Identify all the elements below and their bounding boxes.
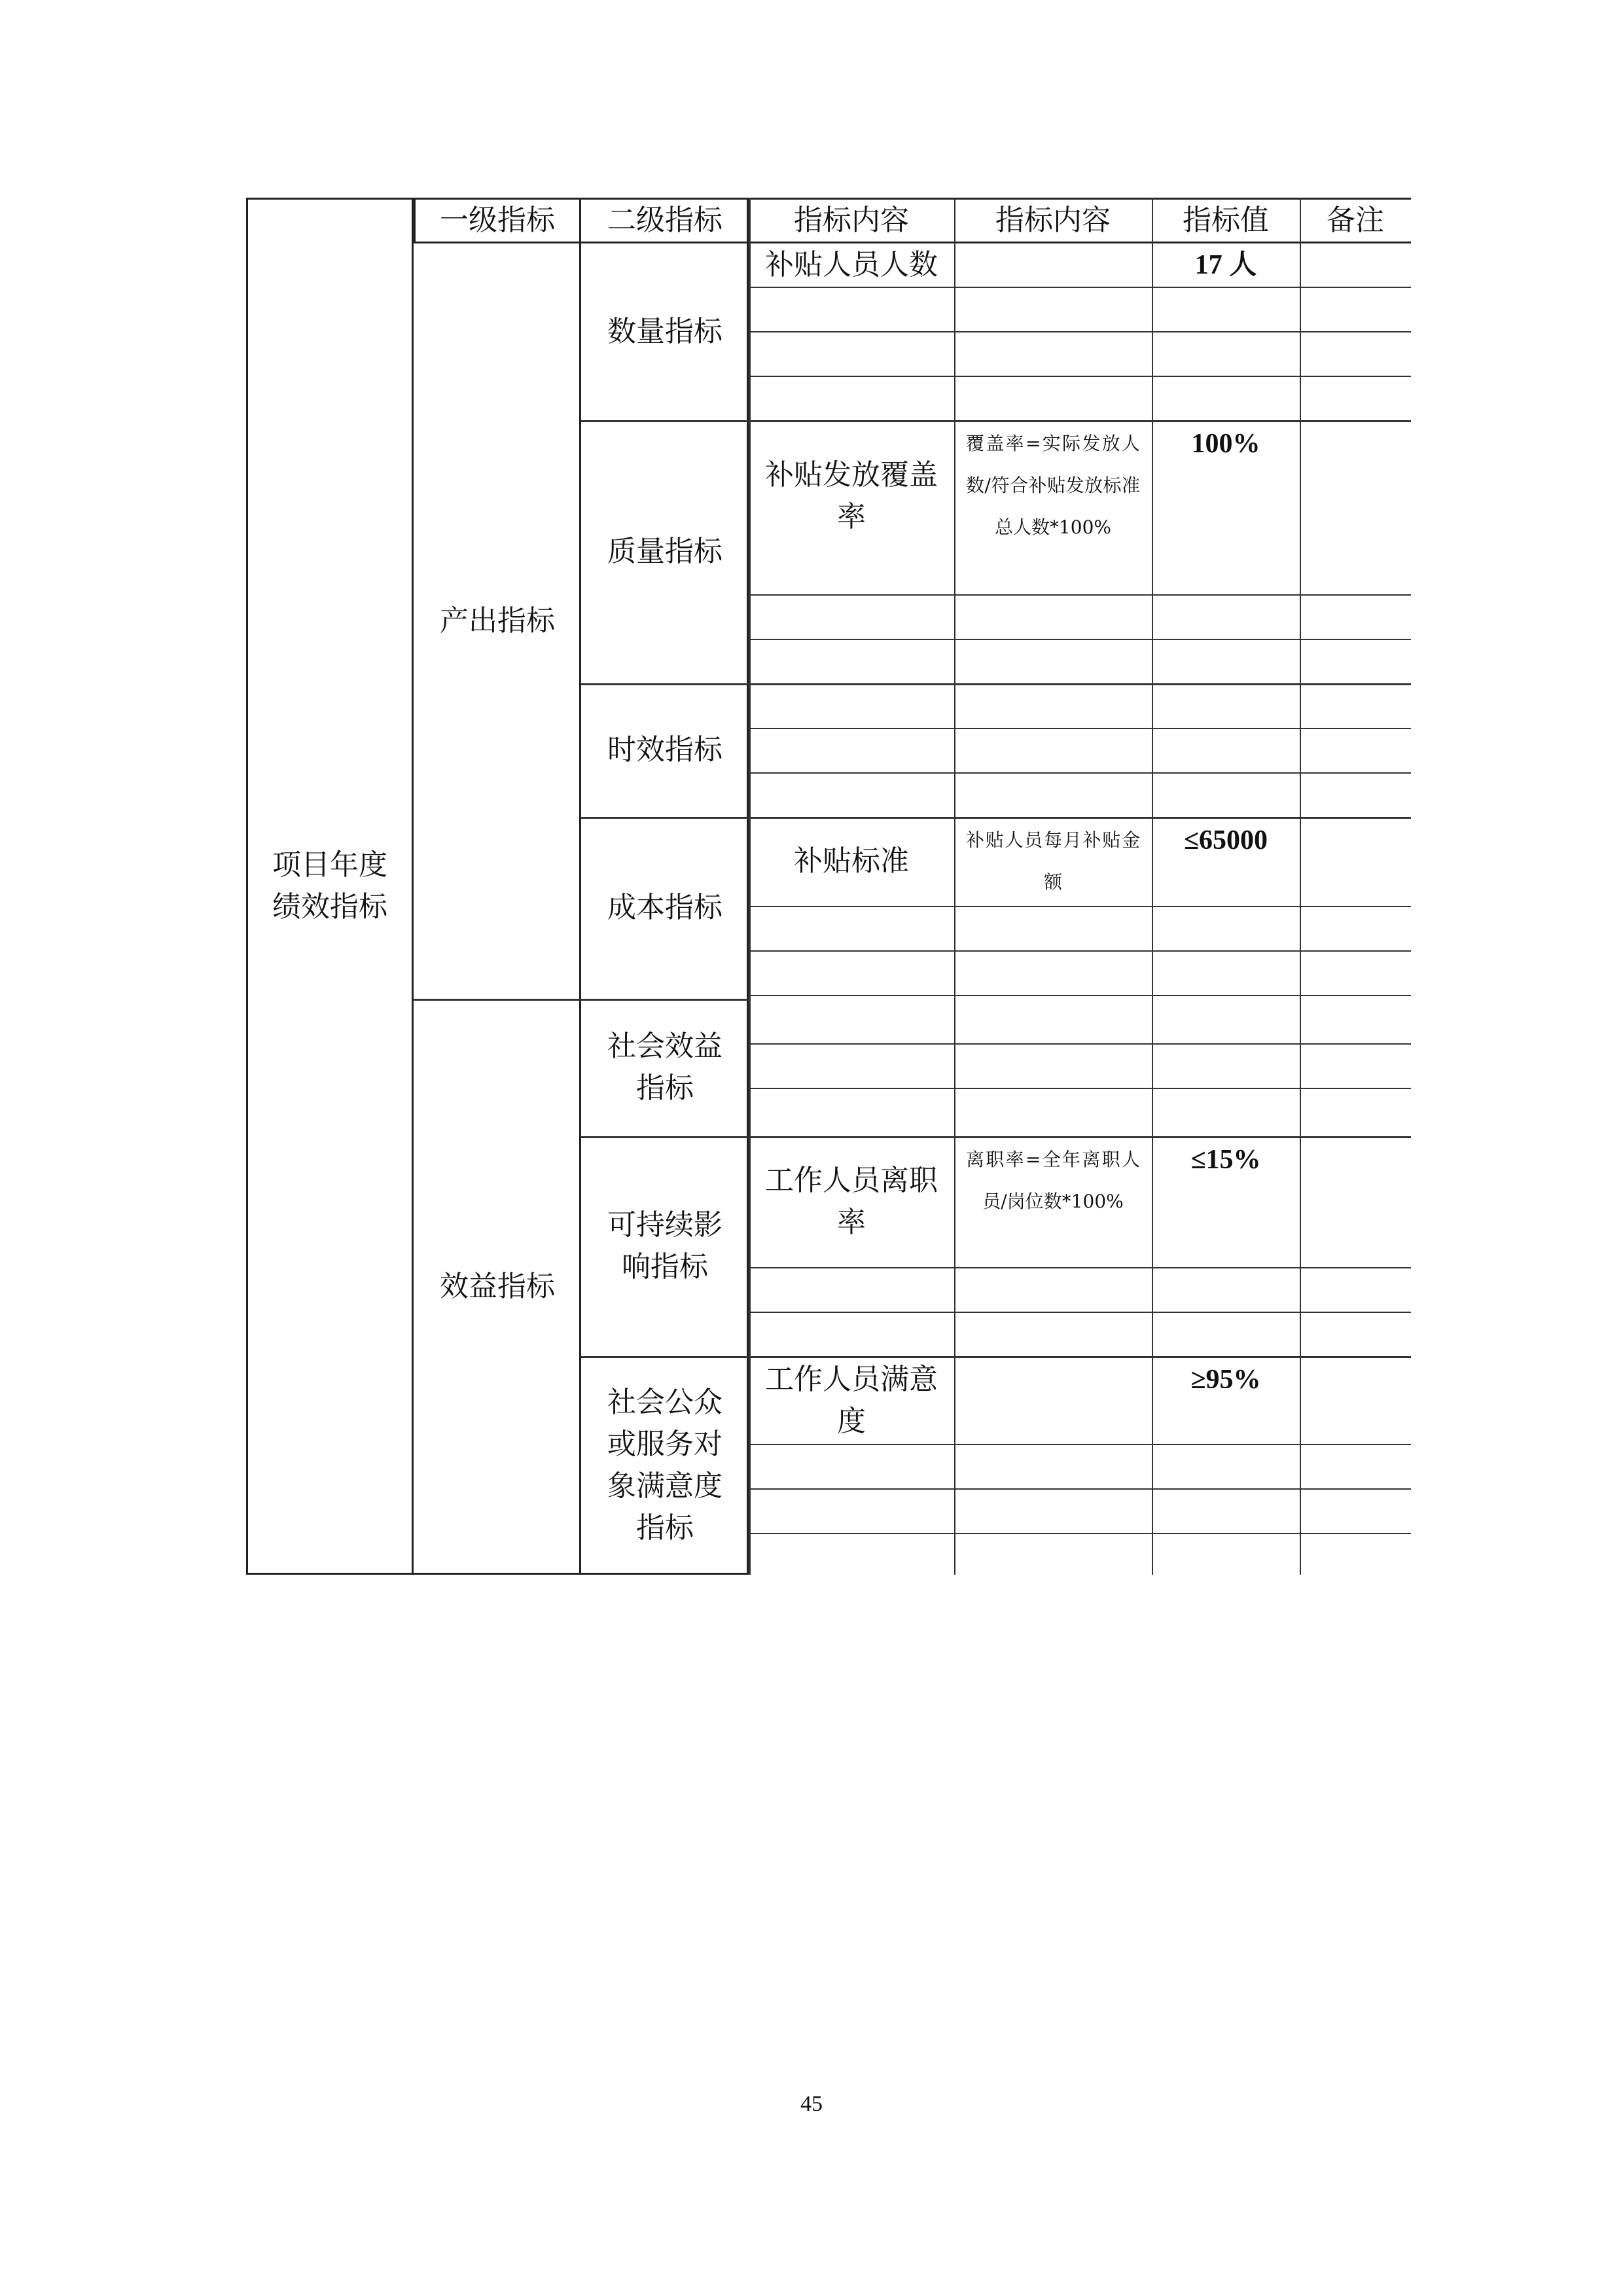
level2-timeliness: 时效指标 xyxy=(607,733,722,766)
value-turnover: ≤15% xyxy=(1190,1145,1261,1175)
level2-satisfaction: 社会公众或服务对象满意度指标 xyxy=(607,1386,722,1545)
detail-subsidy-standard: 补贴人员每月补贴金额 xyxy=(966,829,1140,893)
level2-quality: 质量指标 xyxy=(607,535,722,568)
value-coverage: 100% xyxy=(1191,429,1260,459)
value-satisfaction: ≥95% xyxy=(1190,1365,1261,1395)
header-level2: 二级指标 xyxy=(607,204,722,237)
header-level1: 一级指标 xyxy=(440,204,555,237)
header-content: 指标内容 xyxy=(794,204,909,237)
page-number: 45 xyxy=(800,2092,823,2116)
content-recipients: 补贴人员人数 xyxy=(765,248,938,281)
header-content-2: 指标内容 xyxy=(995,204,1111,237)
row-header-label: 项目年度绩效指标 xyxy=(272,848,387,924)
content-coverage: 补贴发放覆盖率 xyxy=(765,458,938,533)
content-satisfaction: 工作人员满意度 xyxy=(765,1363,938,1438)
level2-social-benefit: 社会效益指标 xyxy=(607,1030,722,1105)
content-turnover: 工作人员离职率 xyxy=(765,1164,938,1239)
detail-turnover: 离职率=全年离职人员/岗位数*100% xyxy=(966,1149,1140,1212)
content-subsidy-standard: 补贴标准 xyxy=(794,844,909,878)
value-subsidy-standard: ≤65000 xyxy=(1183,825,1268,855)
performance-indicator-table xyxy=(246,198,1411,1575)
level2-sustainability: 可持续影响指标 xyxy=(607,1208,722,1283)
level1-output: 产出指标 xyxy=(440,604,555,637)
level1-benefit: 效益指标 xyxy=(440,1270,555,1303)
header-value: 指标值 xyxy=(1183,204,1269,237)
value-recipients: 17 人 xyxy=(1194,250,1257,280)
level2-quantity: 数量指标 xyxy=(607,315,722,348)
detail-coverage: 覆盖率=实际发放人数/符合补贴发放标准总人数*100% xyxy=(966,433,1140,538)
header-remarks: 备注 xyxy=(1327,204,1384,237)
level2-cost: 成本指标 xyxy=(607,891,722,924)
